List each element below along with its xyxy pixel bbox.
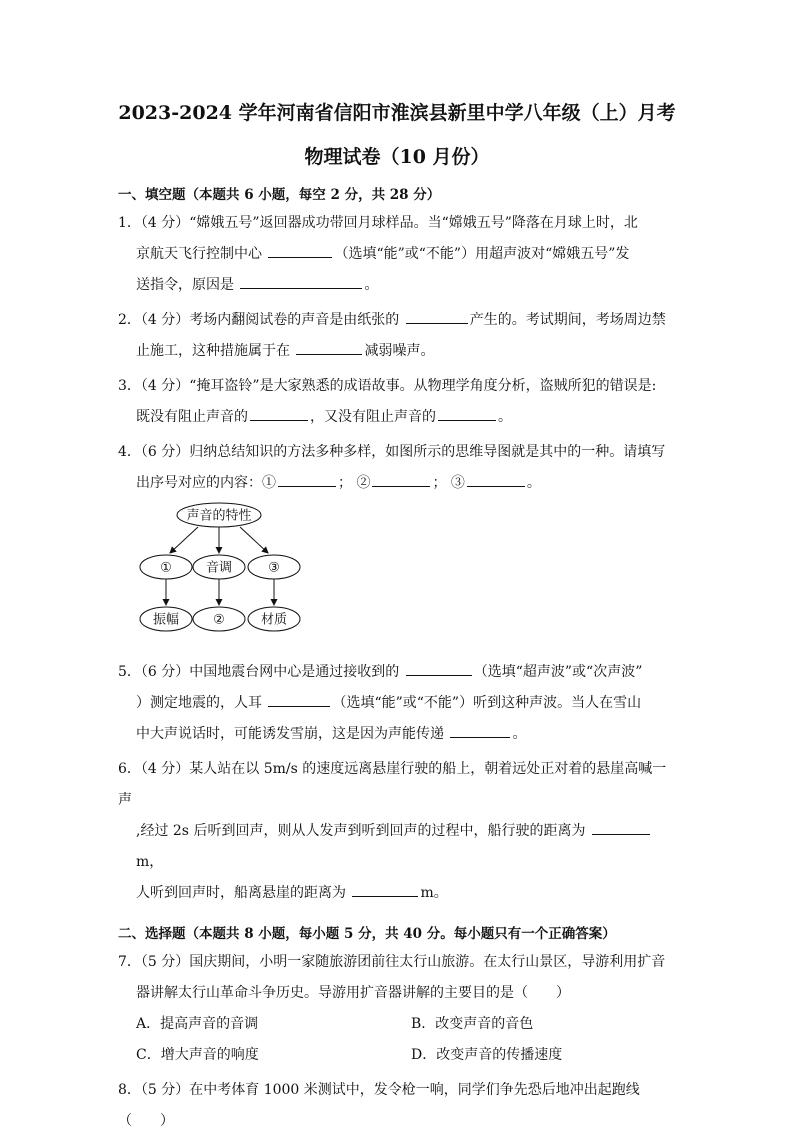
question-7-options: [118, 1009, 676, 1071]
section-heading-fill: 一、填空题（本题共 6 小题，每空 2 分，共 28 分）: [118, 187, 441, 203]
answer-blank[interactable]: [296, 340, 362, 355]
section-heading-choice: 二、选择题（本题共 8 小题，每小题 5 分，共 40 分。每小题只有一个正确答案）: [118, 926, 616, 942]
question-3-line: 3．（4 分）“掩耳盗铃”是大家熟悉的成语故事。从物理学角度分析，盗贼所犯的错误是:: [118, 378, 657, 394]
question-5: [118, 657, 676, 750]
answer-blank[interactable]: [592, 820, 650, 835]
question-4: [118, 437, 676, 653]
page-title-line2: 物理试卷（10 月份）: [304, 146, 490, 168]
question-6-line: ,经过 2s 后听到回声，则从人发声到听到回声的过程中，船行驶的距离为 m，: [118, 816, 676, 878]
question-1: [118, 208, 676, 301]
question-6-line: 6．（4 分）某人站在以 5m/s 的速度远离悬崖行驶的船上，朝着远处正对着的悬崖高喊一声: [118, 761, 667, 808]
option-b[interactable]: B．改变声音的音色: [411, 1016, 534, 1032]
option-c[interactable]: C．增大声音的响度: [136, 1047, 259, 1063]
answer-blank[interactable]: [268, 692, 330, 707]
question-6: [118, 754, 676, 909]
bottom-node-label: ②: [213, 612, 225, 628]
diagram-arrow: [170, 527, 198, 553]
option-d[interactable]: D．改变声音的传播速度: [411, 1047, 563, 1063]
question-1-line: 送指令，原因是 。: [118, 270, 676, 301]
bottom-node-label: 振幅: [152, 612, 180, 628]
mid-node-label: ①: [160, 560, 172, 576]
mid-node-label: 音调: [205, 560, 233, 576]
question-7: [118, 947, 676, 1071]
answer-blank[interactable]: [372, 472, 430, 487]
question-4-line: 出序号对应的内容：① ； ② ； ③ 。: [118, 468, 676, 499]
question-3: [118, 371, 676, 433]
answer-blank[interactable]: [278, 472, 336, 487]
answer-blank[interactable]: [406, 661, 472, 676]
question-5-line: 5．（6 分）中国地震台网中心是通过接收到的 （选填“超声波”或“次声波”: [118, 657, 676, 688]
answer-blank[interactable]: [438, 406, 496, 421]
question-5-line: ）测定地震的，人耳 （选填“能”或“不能”）听到这种声波。当人在雪山: [118, 688, 676, 719]
question-2: [118, 305, 676, 367]
question-6-line: 人听到回声时，船离悬崖的距离为 m。: [118, 878, 676, 909]
question-2-line: 2．（4 分）考场内翻阅试卷的声音是由纸张的 产生的。考试期间，考场周边禁: [118, 305, 676, 336]
bottom-node-label: 材质: [260, 612, 288, 628]
question-5-line: 中大声说话时，可能诱发雪崩，这是因为声能传递 。: [118, 719, 676, 750]
question-4-line: 4．（6 分）归纳总结知识的方法多种多样，如图所示的思维导图就是其中的一种。请填写: [118, 444, 666, 460]
diagram-arrow: [240, 527, 268, 553]
question-8: [118, 1075, 676, 1137]
option-a[interactable]: A．提高声音的音调: [136, 1016, 259, 1032]
mid-node-label: ③: [268, 560, 280, 576]
answer-blank[interactable]: [406, 309, 468, 324]
question-3-line: 既没有阻止声音的 ，又没有阻止声音的 。: [118, 402, 676, 433]
mind-map-diagram: [136, 501, 336, 641]
page-title-line1: 2023-2024 学年河南省信阳市淮滨县新里中学八年级（上）月考: [118, 102, 676, 124]
answer-blank[interactable]: [467, 472, 525, 487]
answer-blank[interactable]: [240, 274, 362, 289]
answer-blank[interactable]: [352, 882, 418, 897]
answer-blank[interactable]: [250, 406, 308, 421]
question-8-line: 8．（5 分）在中考体育 1000 米测试中，发令枪一响，同学们争先恐后地冲出起跑线（ ）: [118, 1082, 640, 1129]
question-2-line: 止施工，这种措施属于在 减弱噪声。: [118, 336, 676, 367]
question-7-line: 7．（5 分）国庆期间，小明一家随旅游团前往太行山旅游。在太行山景区，导游利用扩音: [118, 954, 666, 970]
question-1-line: 京航天飞行控制中心 （选填“能”或“不能”）用超声波对“嫦娥五号”发: [118, 239, 676, 270]
root-node-label: 声音的特性: [186, 508, 252, 524]
answer-blank[interactable]: [450, 723, 510, 738]
answer-blank[interactable]: [268, 243, 332, 258]
question-7-line: 器讲解太行山革命斗争历史。导游用扩音器讲解的主要目的是（ ）: [136, 985, 570, 1001]
question-1-line: 1．（4 分）“嫦娥五号”返回器成功带回月球样品。当“嫦娥五号”降落在月球上时，北: [118, 215, 638, 231]
